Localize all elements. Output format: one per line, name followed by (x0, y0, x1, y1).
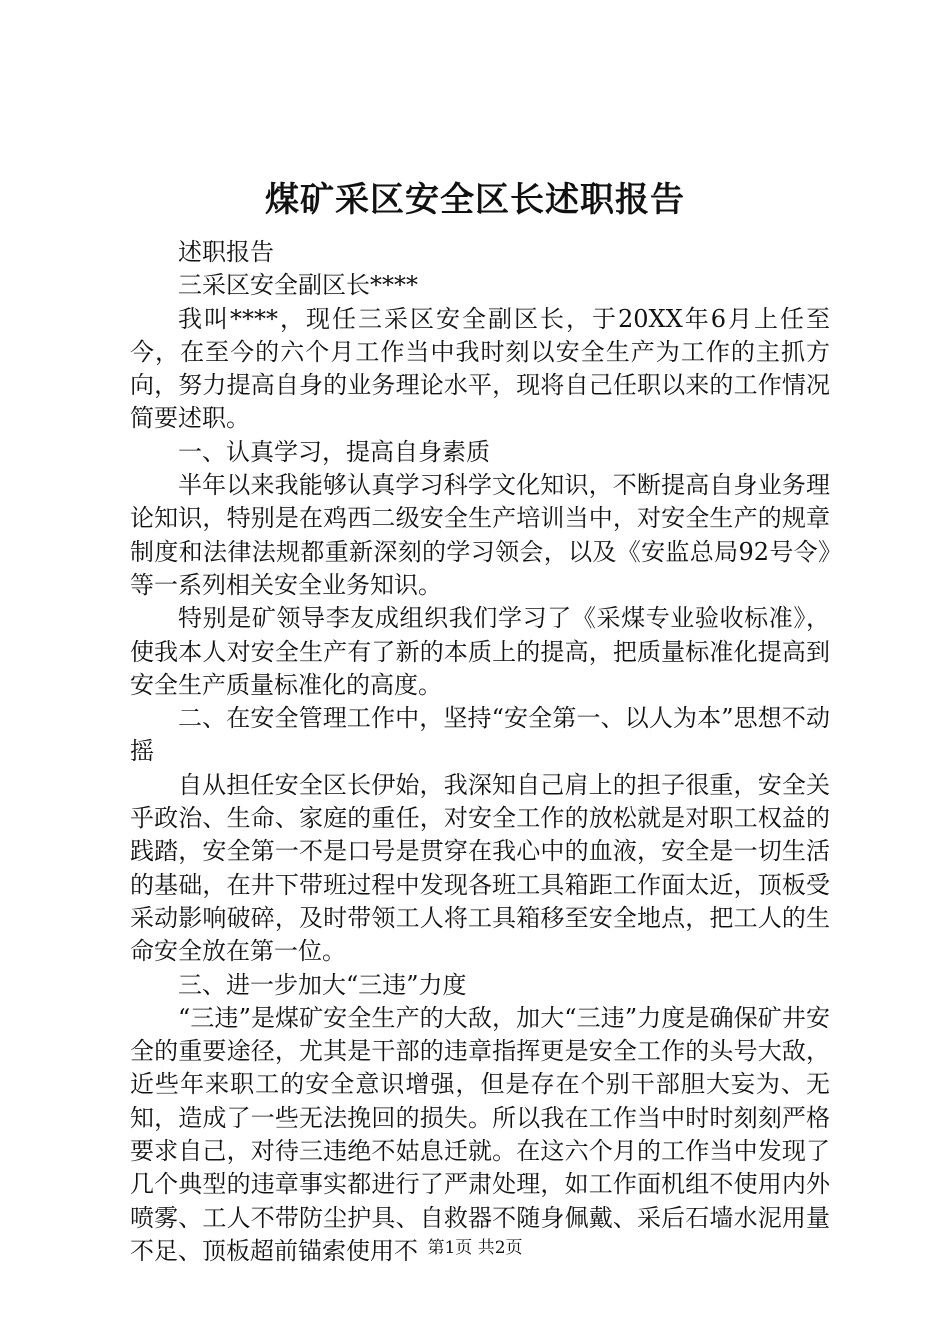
document-title: 煤矿采区安全区长述职报告 (265, 180, 685, 220)
paragraph-standards: 特别是矿领导李友成组织我们学习了《采煤专业验收标准》，使我本人对安全生产有了新的本质上的提高，把质量标准化提高到安全生产质量标准化的高度。 (130, 604, 830, 699)
paragraph-author-line: 三采区安全副区长**** (178, 271, 418, 300)
section-heading-1: 一、认真学习，提高自身素质 (178, 437, 490, 466)
paragraph-safety-management: 自从担任安全区长伊始，我深知自己肩上的担子很重，安全关乎政治、生命、家庭的重任，对安全工作的放松就是对职工权益的践踏，安全第一不是口号是贯穿在我心中的血液，安全是一切生活的基础，在井下带班过程中发现各班工具箱距工作面太近，顶板受采动影响破碎，及时带领工人将工具箱移至安全地点，把工人的生命安全放在第一位。 (130, 770, 830, 966)
paragraph-introduction: 我叫****，现任三采区安全副区长，于20XX年6月上任至今，在至今的六个月工作当中我时刻以安全生产为工作的主抓方向，努力提高自身的业务理论水平，现将自己任职以来的工作情况简要述职。 (130, 304, 830, 433)
section-heading-3: 三、进一步加大“三违”力度 (178, 970, 467, 999)
section-heading-2: 二、在安全管理工作中，坚持“安全第一、以人为本”思想不动摇 (130, 704, 830, 766)
paragraph-study: 半年以来我能够认真学习科学文化知识，不断提高自身业务理论知识，特别是在鸡西二级安全生产培训当中，对安全生产的规章制度和法律法规都重新深刻的学习领会，以及《安监总局92号令》等一系列相关安全业务知识。 (130, 471, 830, 599)
paragraph-report-label: 述职报告 (178, 238, 274, 266)
paragraph-three-violations: “三违”是煤矿安全生产的大敌，加大“三违”力度是确保矿井安全的重要途径，尤其是干部的违章指挥更是安全工作的头号大敌，近些年来职工的安全意识增强，但是存在个别干部胆大妄为、无知，造成了一些无法挽回的损失。所以我在工作当中时时刻刻严格要求自己，对待三违绝不姑息迁就。在这六个月的工作当中发现了几个典型的违章事实都进行了严肃处理，如工作面机组不使用内外喷雾、工人不带防尘护具、自救器不随身佩戴、采后石墙水泥用量不足、顶板超前锚索使用不 (130, 1003, 830, 1265)
document-body (130, 236, 830, 1268)
page-footer: 第1页 共2页 (427, 1238, 523, 1258)
